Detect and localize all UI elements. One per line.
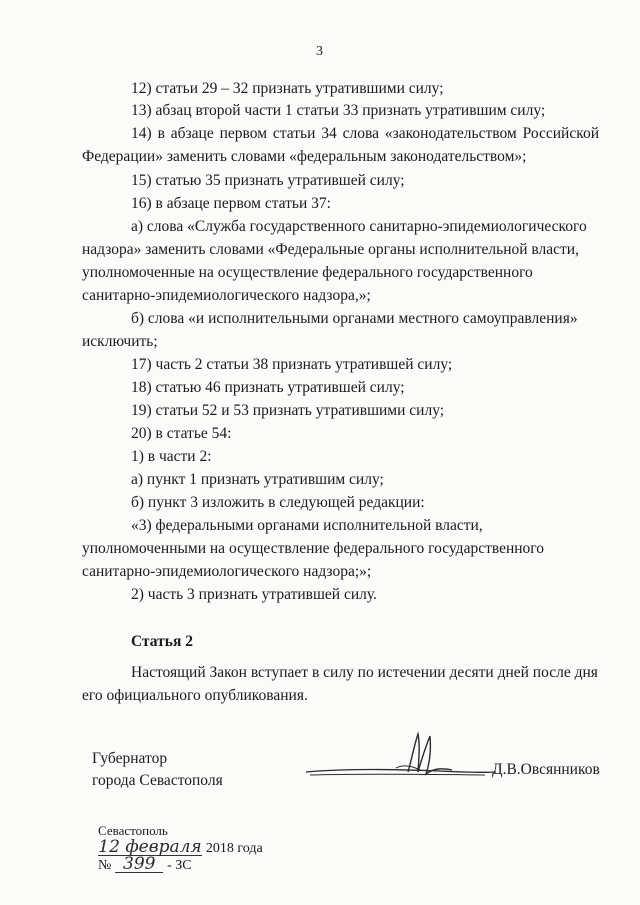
quote-line2: уполномоченными на осуществление федерального государственного — [82, 540, 545, 557]
article-2-line2: его официального опубликования. — [82, 687, 308, 704]
item-20-1: 1) в части 2: — [131, 448, 212, 465]
item-15: 15) статью 35 признать утратившей силу; — [131, 172, 405, 189]
item-16a-line2: надзора» заменить словами «Федеральные органы исполнительной власти, — [82, 241, 579, 258]
footer-city: Севастополь — [98, 823, 168, 838]
item-16a-line3: уполномоченные на осуществление федерального государственного — [82, 264, 533, 281]
signatory-position-line2: города Севастополя — [92, 772, 223, 789]
word: в — [157, 125, 165, 142]
item-17: 17) часть 2 статьи 38 признать утратившей силу; — [131, 356, 453, 373]
number-suffix: - ЗС — [167, 858, 192, 873]
quote-line3: санитарно-эпидемиологического надзора;»; — [82, 563, 372, 580]
item-16: 16) в абзаце первом статьи 37: — [131, 195, 331, 212]
signatory-name: Д.В.Овсянников — [492, 761, 600, 778]
article-2-line1: Настоящий Закон вступает в силу по истечении десяти дней после дня — [131, 664, 598, 681]
item-20-2: 2) часть 3 признать утратившей силу. — [131, 586, 377, 603]
number-prefix: № — [98, 858, 112, 873]
word: абзаце — [170, 125, 214, 142]
item-16b-line1: б) слова «и исполнительными органами местного самоуправления» — [131, 310, 578, 327]
item-18: 18) статью 46 признать утратившей силу; — [131, 379, 405, 396]
item-14-line2: Федерации» заменить словами «федеральным законодательством»; — [82, 148, 527, 165]
item-16a-line4: санитарно-эпидемиологического надзора,»; — [82, 287, 371, 304]
signatory-position-line1: Губернатор — [92, 750, 168, 767]
item-13: 13) абзац второй части 1 статьи 33 признать утратившим силу; — [131, 102, 546, 119]
quote-line1: «3) федеральными органами исполнительной власти, — [131, 517, 483, 534]
number-handwritten: 399 — [115, 856, 163, 873]
item-20-1a: а) пункт 1 признать утратившим силу; — [131, 471, 384, 488]
date-year: 2018 года — [205, 841, 263, 856]
word: статьи — [272, 125, 316, 142]
page-number: 3 — [316, 44, 323, 59]
handwritten-signature — [300, 728, 500, 788]
item-16b-line2: исключить; — [82, 333, 158, 350]
item-20-1b: б) пункт 3 изложить в следующей редакции: — [131, 494, 425, 511]
word: Российской — [522, 125, 599, 142]
word: 14) — [131, 125, 152, 142]
item-12: 12) статьи 29 – 32 признать утратившими силу; — [131, 80, 444, 97]
item-20: 20) в статье 54: — [131, 425, 232, 442]
word: «законодательством — [384, 125, 517, 142]
date-handwritten: 12 февраля — [98, 837, 202, 857]
item-14-line1 — [131, 124, 599, 144]
word: первом — [219, 125, 268, 142]
item-16a-line1: а) слова «Служба государственного санитарно-эпидемиологического — [131, 218, 587, 235]
article-2-heading: Статья 2 — [131, 633, 193, 650]
item-19: 19) статьи 52 и 53 признать утратившими силу; — [131, 402, 445, 419]
word: слова — [342, 125, 380, 142]
word: 34 — [321, 125, 337, 142]
footer-number — [98, 855, 192, 876]
